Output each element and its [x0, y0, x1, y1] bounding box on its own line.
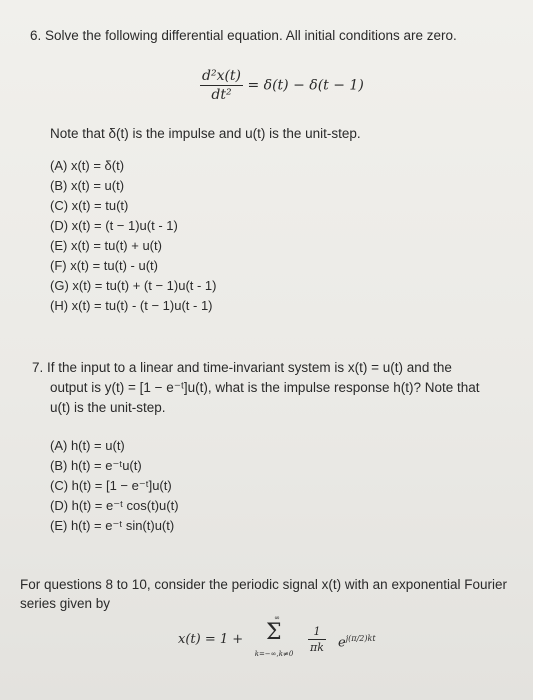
series-exponential	[338, 634, 376, 650]
q6-option-b: (B) x(t) = u(t)	[50, 178, 125, 193]
equation-denominator: dt²	[211, 87, 232, 103]
q7-option-d: (D) h(t) = e⁻ᵗ cos(t)u(t)	[50, 498, 179, 513]
q7-option-e: (E) h(t) = e⁻ᵗ sin(t)u(t)	[50, 518, 175, 533]
q6-option-g: (G) x(t) = tu(t) + (t − 1)u(t - 1)	[50, 278, 217, 293]
question-7-line-2: output is y(t) = [1 − e⁻ᵗ]u(t), what is the impulse response h(t)? Note that	[50, 380, 480, 395]
question-6-prompt	[30, 28, 457, 43]
fourier-series-lhs: x(t) = 1 +	[178, 632, 244, 647]
sum-upper-limit: ∞	[274, 614, 280, 622]
equation-fraction	[200, 68, 243, 103]
q8-intro-line-1: For questions 8 to 10, consider the periodic signal x(t) with an exponential Fourier	[20, 577, 508, 592]
exponential-power: j(π/2)kt	[345, 634, 376, 643]
exponential-base: e	[338, 635, 346, 651]
q7-option-a: (A) h(t) = u(t)	[50, 438, 125, 453]
q6-option-f: (F) x(t) = tu(t) - u(t)	[50, 258, 158, 273]
q6-option-h: (H) x(t) = tu(t) - (t − 1)u(t - 1)	[50, 298, 213, 313]
question-text: If the input to a linear and time-invariant system is x(t) = u(t) and the	[47, 360, 452, 375]
q6-option-d: (D) x(t) = (t − 1)u(t - 1)	[50, 218, 178, 233]
q8-intro-line-2: series given by	[20, 596, 111, 611]
question-7-line-1	[32, 360, 452, 375]
differential-equation	[200, 68, 364, 103]
q6-option-a: (A) x(t) = δ(t)	[50, 158, 125, 173]
question-number: 6.	[30, 28, 42, 43]
coefficient-numerator: 1	[313, 625, 321, 638]
question-text: Solve the following differential equation. All initial conditions are zero.	[45, 28, 457, 43]
equation-rhs: = δ(t) − δ(t − 1)	[247, 77, 364, 94]
q6-option-c: (C) x(t) = tu(t)	[50, 198, 129, 213]
equation-numerator: d²x(t)	[202, 68, 242, 84]
q7-option-b: (B) h(t) = e⁻ᵗu(t)	[50, 458, 142, 473]
q7-option-c: (C) h(t) = [1 − e⁻ᵗ]u(t)	[50, 478, 172, 493]
q6-note: Note that δ(t) is the impulse and u(t) is the unit-step.	[50, 126, 361, 141]
sum-lower-limit: k=−∞,k≠0	[254, 650, 294, 658]
coefficient-denominator: πk	[310, 641, 324, 654]
series-coefficient	[308, 625, 326, 654]
question-number: 7.	[32, 360, 44, 375]
q6-option-e: (E) x(t) = tu(t) + u(t)	[50, 238, 162, 253]
question-7-line-3: u(t) is the unit-step.	[50, 400, 166, 415]
sum-sigma: Σ	[266, 620, 282, 645]
